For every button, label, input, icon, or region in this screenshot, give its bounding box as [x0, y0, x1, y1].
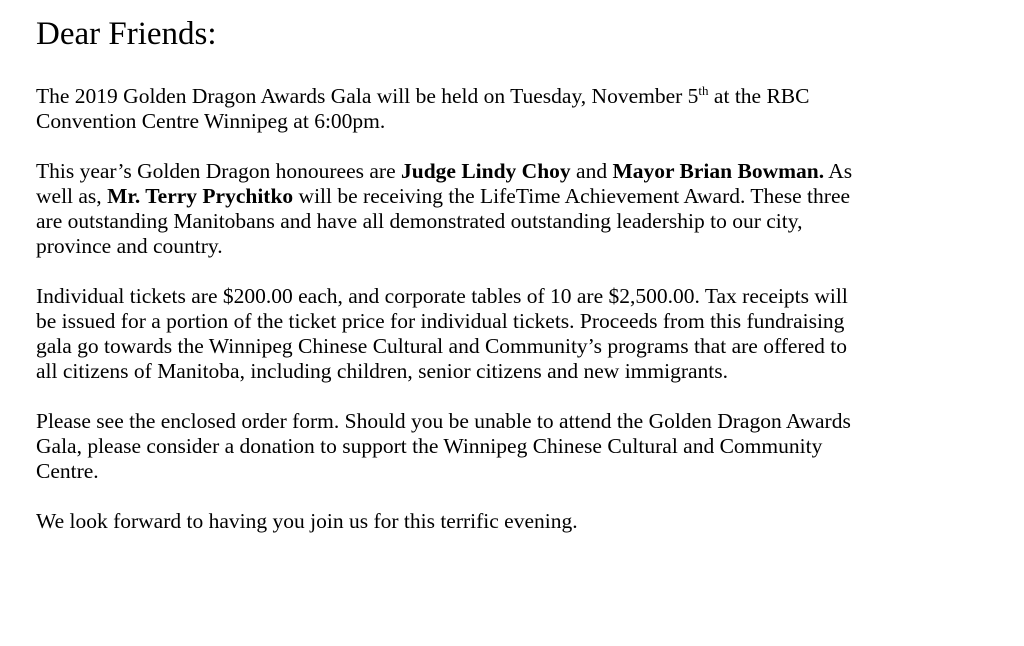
paragraph-line: We look forward to having you join us for this terrific evening.	[36, 509, 578, 533]
paragraph-line	[36, 84, 996, 109]
superscript-text: th	[698, 83, 709, 98]
paragraph-closing	[36, 509, 996, 534]
paragraph-event-details	[36, 84, 996, 134]
salutation: Dear Friends:	[36, 16, 217, 52]
honouree-name: Mr. Terry Prychitko	[107, 184, 294, 208]
paragraph-honourees	[36, 159, 996, 259]
paragraph-order-form	[36, 409, 996, 484]
text-segment: will be receiving the LifeTime Achievement Award. These three	[293, 184, 851, 208]
text-segment: As	[824, 159, 853, 183]
paragraph-line	[36, 159, 996, 184]
paragraph-line: Convention Centre Winnipeg at 6:00pm.	[36, 109, 386, 133]
paragraph-line: are outstanding Manitobans and have all demonstrated outstanding leadership to our city,	[36, 209, 803, 233]
paragraph-line	[36, 184, 996, 209]
paragraph-line: be issued for a portion of the ticket price for individual tickets. Proceeds from this fundraising	[36, 309, 845, 333]
paragraph-line: province and country.	[36, 234, 223, 258]
letter-body	[36, 14, 996, 559]
paragraph-line: all citizens of Manitoba, including children, senior citizens and new immigrants.	[36, 359, 728, 383]
honouree-name: Judge Lindy Choy	[401, 159, 571, 183]
text-segment: and	[570, 159, 613, 183]
text-segment: well as,	[36, 184, 108, 208]
paragraph-line: Centre.	[36, 459, 99, 483]
paragraph-line: Gala, please consider a donation to support the Winnipeg Chinese Cultural and Community	[36, 434, 823, 458]
text-segment: at the RBC	[708, 84, 810, 108]
paragraph-line: Please see the enclosed order form. Should you be unable to attend the Golden Dragon Awards	[36, 409, 851, 433]
paragraph-line: gala go towards the Winnipeg Chinese Cultural and Community’s programs that are offered to	[36, 334, 847, 358]
paragraph-line: Individual tickets are $200.00 each, and corporate tables of 10 are $2,500.00. Tax receipts will	[36, 284, 848, 308]
text-segment: The 2019 Golden Dragon Awards Gala will be held on Tuesday, November 5	[36, 84, 699, 108]
paragraph-tickets	[36, 284, 996, 384]
text-segment: This year’s Golden Dragon honourees are	[36, 159, 401, 183]
honouree-name: Mayor Brian Bowman.	[612, 159, 825, 183]
